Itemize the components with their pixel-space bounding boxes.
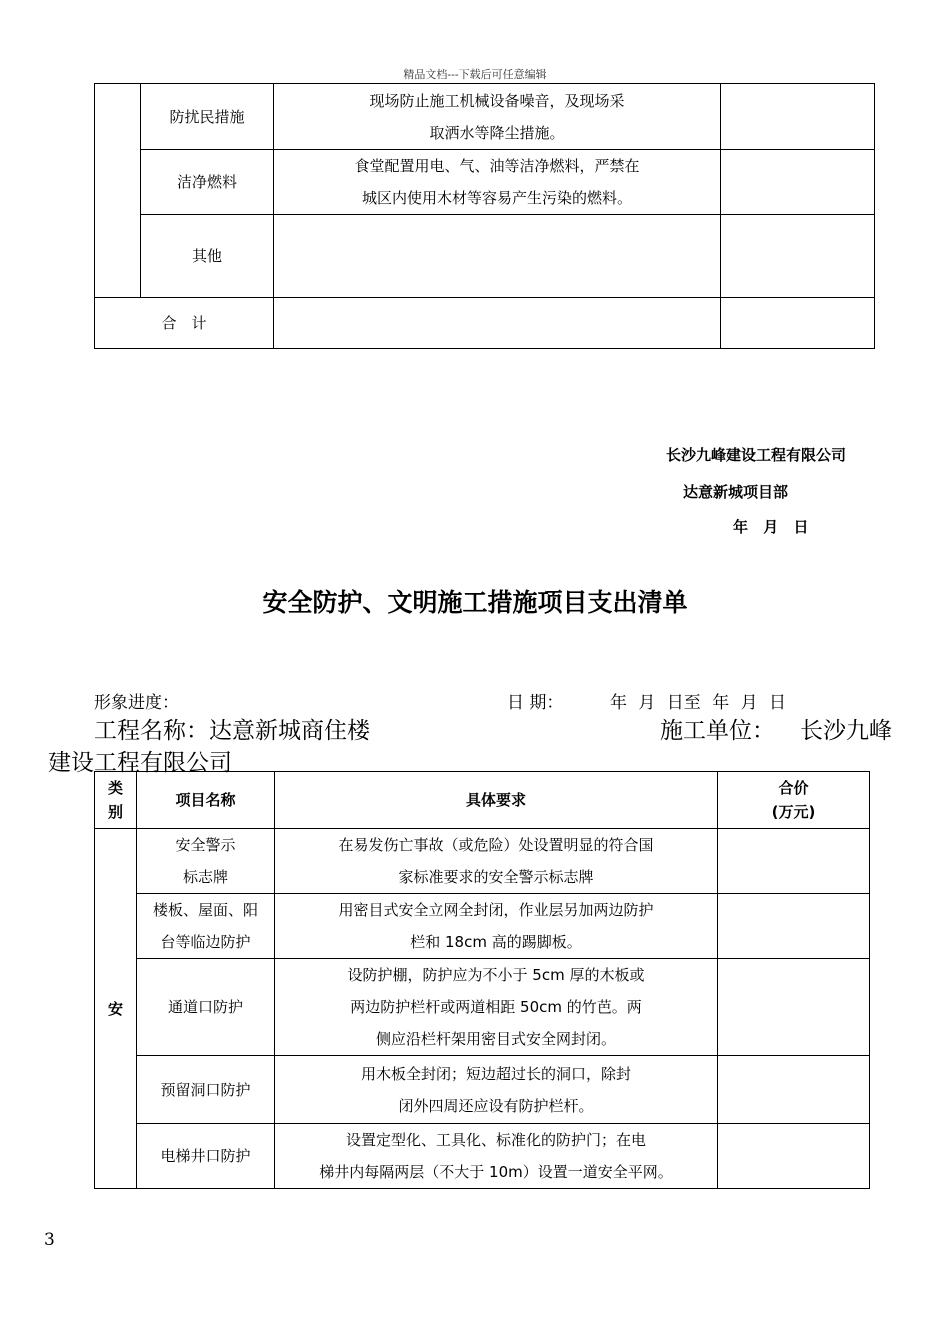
page-title: 安全防护、文明施工措施项目支出清单 [262,588,688,617]
header-note: 精品文档---下载后可任意编辑 [403,68,547,81]
table-row [95,84,875,150]
header-price: 合价 (万元) [718,772,870,829]
table-row [95,215,875,298]
header-category: 类 别 [95,772,137,829]
builder-name-rest: 建设工程有限公司 [48,750,232,776]
page-number: 3 [44,1230,55,1250]
requirement-cell: 设置定型化、工具化、标准化的防护门；在电 梯井内每隔两层（不大于 10m）设置一道安全平网。 [275,1124,718,1189]
builder-name-start: 长沙九峰 [800,718,892,744]
price-cell [721,150,875,215]
total-row [95,298,875,349]
price-cell [718,1124,870,1189]
item-name: 预留洞口防护 [137,1056,275,1124]
header-item: 项目名称 [137,772,275,829]
signature-date: 年 月 日 [733,518,809,536]
requirement-cell [274,215,721,298]
price-cell [721,215,875,298]
expense-table [94,771,870,1189]
table-row [95,1056,870,1124]
table-row [95,1124,870,1189]
table-row [95,959,870,1056]
header-row [95,772,870,829]
item-name: 电梯井口防护 [137,1124,275,1189]
date-value: 年 月 日至 年 月 日 [610,693,787,713]
top-table [94,83,875,349]
price-cell [718,959,870,1056]
category-cell [95,84,141,298]
category-cell: 安 [95,829,137,1189]
total-price-cell [721,298,875,349]
progress-label: 形象进度： [94,693,179,713]
item-name: 洁净燃料 [141,150,274,215]
date-label: 日 期： [507,693,564,713]
requirement-cell: 设防护棚，防护应为不小于 5cm 厚的木板或 两边防护栏杆或两道相距 50cm 的竹芭。两 侧应沿栏杆架用密目式安全网封闭。 [275,959,718,1056]
price-cell [721,84,875,150]
company-name: 长沙九峰建设工程有限公司 [666,446,847,464]
total-requirement-cell [274,298,721,349]
item-name: 安全警示 标志牌 [137,829,275,894]
table-row [95,894,870,959]
price-cell [718,829,870,894]
item-name: 防扰民措施 [141,84,274,150]
total-label: 合 计 [95,298,274,349]
price-cell [718,894,870,959]
requirement-cell: 现场防止施工机械设备噪音，及现场采 取洒水等降尘措施。 [274,84,721,150]
header-requirement: 具体要求 [275,772,718,829]
department-name: 达意新城项目部 [683,483,789,501]
project-name: 工程名称：达意新城商住楼 [94,718,370,744]
requirement-cell: 用木板全封闭；短边超过长的洞口，除封 闭外四周还应设有防护栏杆。 [275,1056,718,1124]
requirement-cell: 食堂配置用电、气、油等洁净燃料，严禁在 城区内使用木材等容易产生污染的燃料。 [274,150,721,215]
item-name: 其他 [141,215,274,298]
price-cell [718,1056,870,1124]
builder-label: 施工单位： [660,718,775,744]
table-row [95,150,875,215]
table-row [95,829,870,894]
requirement-cell: 在易发伤亡事故（或危险）处设置明显的符合国 家标准要求的安全警示标志牌 [275,829,718,894]
requirement-cell: 用密目式安全立网全封闭，作业层另加两边防护 栏和 18cm 高的踢脚板。 [275,894,718,959]
item-name: 通道口防护 [137,959,275,1056]
item-name: 楼板、屋面、阳 台等临边防护 [137,894,275,959]
